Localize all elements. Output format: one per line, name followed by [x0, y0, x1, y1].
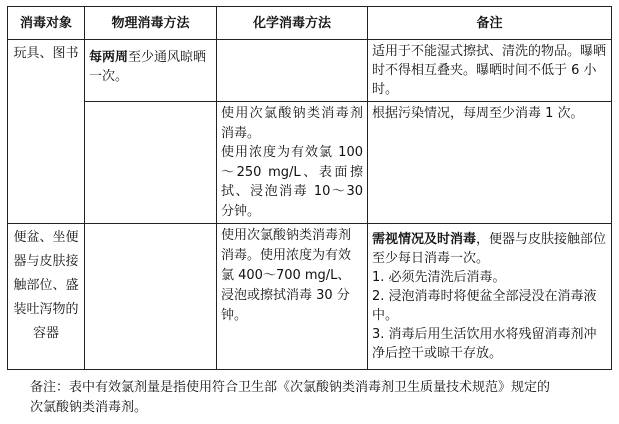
- physical-method-cell-empty: [85, 102, 217, 224]
- chemical-method-cell-empty: [217, 40, 368, 102]
- list-item: 2. 浸泡消毒时将便盆全部浸没在消毒液中。: [372, 289, 597, 323]
- physical-method-cell: [85, 40, 217, 102]
- header-chemical-method: 化学消毒方法: [217, 7, 368, 40]
- list-item: 3. 消毒后用生活饮用水将残留消毒剂冲净后控干或晾干存放。: [372, 327, 597, 361]
- chemical-method-text: 使用次氯酸钠类消毒剂消毒。: [221, 106, 363, 141]
- footnote-line-2: 次氯酸钠类消毒剂。: [30, 400, 148, 415]
- footnote: [30, 378, 610, 418]
- remark-cell: [368, 224, 612, 370]
- chemical-method-cell: [217, 102, 368, 224]
- footnote-line-1: 备注：表中有效氯剂量是指使用符合卫生部《次氯酸钠类消毒剂卫生质量技术规范》规定的: [30, 380, 551, 395]
- object-toys-books: 玩具、图书: [8, 40, 85, 224]
- disinfection-table: [7, 6, 612, 370]
- chemical-method-cell: 使用次氯酸钠类消毒剂消毒。使用浓度为有效氯 400～700 mg/L、浸泡或擦拭消毒 30 分钟。: [217, 224, 368, 370]
- table-row: [8, 40, 612, 102]
- header-remark: 备注: [368, 7, 612, 40]
- table-row: [8, 224, 612, 370]
- remark-emphasis: 需视情况及时消毒: [372, 232, 477, 247]
- list-item: 1. 必须先清洗后消毒。: [372, 270, 506, 285]
- chemical-method-concentration: 使用浓度为有效氯 100～250 mg/L、表面擦拭、浸泡消毒 10～30 分钟。: [221, 145, 363, 219]
- object-toilets-containers: 便盆、坐便器与皮肤接触部位、盛装吐泻物的容器: [8, 224, 85, 370]
- header-object: 消毒对象: [8, 7, 85, 40]
- table-header-row: [8, 7, 612, 40]
- physical-method-text: 至少通风晾晒一次。: [89, 50, 207, 84]
- table-row: [8, 102, 612, 224]
- physical-method-cell-empty: [85, 224, 217, 370]
- remark-intro: [372, 230, 607, 268]
- remark-intro-text: ，便器与皮肤接触部位至少每日消毒一次。: [372, 232, 607, 266]
- remark-cell: 根据污染情况，每周至少消毒 1 次。: [368, 102, 612, 224]
- physical-frequency: 每两周: [89, 50, 129, 65]
- remark-cell: 适用于不能湿式擦拭、清洗的物品。曝晒时不得相互叠夹。曝晒时间不低于 6 小时。: [368, 40, 612, 102]
- header-physical-method: 物理消毒方法: [85, 7, 217, 40]
